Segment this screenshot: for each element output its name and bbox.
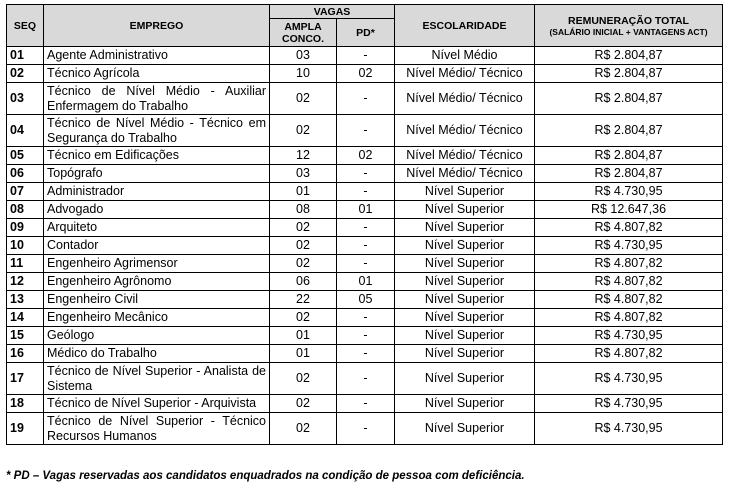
cell-seq: 09 bbox=[7, 219, 44, 237]
cell-remuneracao: R$ 4.807,82 bbox=[535, 219, 723, 237]
cell-remuneracao: R$ 4.807,82 bbox=[535, 291, 723, 309]
table-row bbox=[7, 291, 723, 309]
cell-remuneracao: R$ 2.804,87 bbox=[535, 65, 723, 83]
header-emprego: EMPREGO bbox=[44, 5, 270, 47]
cell-ampla: 08 bbox=[270, 201, 337, 219]
cell-emprego: Técnico Agrícola bbox=[44, 65, 270, 83]
cell-pd: - bbox=[337, 47, 395, 65]
table-row bbox=[7, 65, 723, 83]
table-row bbox=[7, 219, 723, 237]
cell-ampla: 22 bbox=[270, 291, 337, 309]
cell-seq: 13 bbox=[7, 291, 44, 309]
cell-escolaridade: Nível Superior bbox=[395, 345, 535, 363]
cell-ampla: 03 bbox=[270, 165, 337, 183]
table-row bbox=[7, 413, 723, 445]
cell-pd: 05 bbox=[337, 291, 395, 309]
header-remuneracao bbox=[535, 5, 723, 47]
table-row bbox=[7, 395, 723, 413]
table-row bbox=[7, 255, 723, 273]
cell-seq: 12 bbox=[7, 273, 44, 291]
cell-escolaridade: Nível Superior bbox=[395, 395, 535, 413]
cell-emprego: Técnico de Nível Médio - Auxiliar Enfermagem do Trabalho bbox=[44, 83, 270, 115]
cell-emprego: Técnico de Nível Médio - Técnico em Segurança do Trabalho bbox=[44, 115, 270, 147]
table-row bbox=[7, 201, 723, 219]
table-row bbox=[7, 363, 723, 395]
cell-escolaridade: Nível Superior bbox=[395, 255, 535, 273]
header-ampla-line1: AMPLA bbox=[284, 20, 322, 33]
cell-emprego: Topógrafo bbox=[44, 165, 270, 183]
cell-seq: 04 bbox=[7, 115, 44, 147]
table-row bbox=[7, 147, 723, 165]
header-escolaridade: ESCOLARIDADE bbox=[395, 5, 535, 47]
cell-ampla: 01 bbox=[270, 345, 337, 363]
cell-pd: - bbox=[337, 345, 395, 363]
cell-remuneracao: R$ 4.730,95 bbox=[535, 413, 723, 445]
cell-escolaridade: Nível Médio/ Técnico bbox=[395, 65, 535, 83]
table-row bbox=[7, 183, 723, 201]
table-row bbox=[7, 47, 723, 65]
cell-remuneracao: R$ 4.807,82 bbox=[535, 255, 723, 273]
cell-remuneracao: R$ 4.730,95 bbox=[535, 237, 723, 255]
cell-escolaridade: Nível Médio/ Técnico bbox=[395, 147, 535, 165]
cell-ampla: 03 bbox=[270, 47, 337, 65]
header-vagas: VAGAS bbox=[270, 5, 395, 19]
vacancies-table bbox=[6, 4, 723, 445]
cell-seq: 15 bbox=[7, 327, 44, 345]
cell-emprego: Técnico em Edificações bbox=[44, 147, 270, 165]
cell-emprego: Arquiteto bbox=[44, 219, 270, 237]
cell-seq: 05 bbox=[7, 147, 44, 165]
cell-emprego: Engenheiro Mecânico bbox=[44, 309, 270, 327]
cell-escolaridade: Nível Superior bbox=[395, 183, 535, 201]
header-pd: PD* bbox=[337, 19, 395, 47]
table-row bbox=[7, 309, 723, 327]
table-row bbox=[7, 345, 723, 363]
cell-seq: 03 bbox=[7, 83, 44, 115]
cell-remuneracao: R$ 4.807,82 bbox=[535, 345, 723, 363]
table-header bbox=[7, 5, 723, 47]
cell-pd: - bbox=[337, 83, 395, 115]
cell-ampla: 02 bbox=[270, 309, 337, 327]
cell-pd: - bbox=[337, 363, 395, 395]
cell-pd: - bbox=[337, 219, 395, 237]
cell-seq: 16 bbox=[7, 345, 44, 363]
cell-seq: 07 bbox=[7, 183, 44, 201]
cell-emprego: Técnico de Nível Superior - Analista de Sistema bbox=[44, 363, 270, 395]
cell-escolaridade: Nível Superior bbox=[395, 219, 535, 237]
cell-pd: - bbox=[337, 395, 395, 413]
header-ampla bbox=[270, 19, 337, 47]
cell-pd: 01 bbox=[337, 273, 395, 291]
cell-seq: 02 bbox=[7, 65, 44, 83]
cell-remuneracao: R$ 4.730,95 bbox=[535, 327, 723, 345]
cell-emprego: Técnico de Nível Superior - Arquivista bbox=[44, 395, 270, 413]
cell-pd: - bbox=[337, 327, 395, 345]
table-row bbox=[7, 327, 723, 345]
cell-ampla: 02 bbox=[270, 115, 337, 147]
cell-ampla: 02 bbox=[270, 83, 337, 115]
cell-escolaridade: Nível Médio/ Técnico bbox=[395, 83, 535, 115]
cell-escolaridade: Nível Médio/ Técnico bbox=[395, 115, 535, 147]
cell-seq: 14 bbox=[7, 309, 44, 327]
cell-remuneracao: R$ 12.647,36 bbox=[535, 201, 723, 219]
cell-ampla: 02 bbox=[270, 219, 337, 237]
table-body bbox=[7, 47, 723, 445]
cell-ampla: 12 bbox=[270, 147, 337, 165]
footnote: * PD – Vagas reservadas aos candidatos enquadrados na condição de pessoa com deficiência. bbox=[6, 470, 525, 482]
cell-emprego: Contador bbox=[44, 237, 270, 255]
cell-pd: 02 bbox=[337, 147, 395, 165]
cell-ampla: 02 bbox=[270, 363, 337, 395]
cell-pd: - bbox=[337, 255, 395, 273]
cell-ampla: 02 bbox=[270, 413, 337, 445]
cell-ampla: 02 bbox=[270, 237, 337, 255]
cell-ampla: 06 bbox=[270, 273, 337, 291]
cell-ampla: 01 bbox=[270, 183, 337, 201]
cell-seq: 11 bbox=[7, 255, 44, 273]
cell-remuneracao: R$ 4.807,82 bbox=[535, 273, 723, 291]
cell-seq: 06 bbox=[7, 165, 44, 183]
cell-emprego: Médico do Trabalho bbox=[44, 345, 270, 363]
cell-seq: 19 bbox=[7, 413, 44, 445]
table-row bbox=[7, 273, 723, 291]
cell-remuneracao: R$ 4.730,95 bbox=[535, 183, 723, 201]
cell-emprego: Administrador bbox=[44, 183, 270, 201]
cell-escolaridade: Nível Superior bbox=[395, 363, 535, 395]
cell-escolaridade: Nível Superior bbox=[395, 309, 535, 327]
cell-emprego: Engenheiro Agrônomo bbox=[44, 273, 270, 291]
cell-emprego: Engenheiro Agrimensor bbox=[44, 255, 270, 273]
cell-remuneracao: R$ 2.804,87 bbox=[535, 147, 723, 165]
cell-pd: - bbox=[337, 183, 395, 201]
cell-escolaridade: Nível Superior bbox=[395, 327, 535, 345]
cell-remuneracao: R$ 4.730,95 bbox=[535, 395, 723, 413]
cell-seq: 18 bbox=[7, 395, 44, 413]
cell-remuneracao: R$ 2.804,87 bbox=[535, 47, 723, 65]
cell-escolaridade: Nível Superior bbox=[395, 237, 535, 255]
cell-escolaridade: Nível Superior bbox=[395, 273, 535, 291]
cell-seq: 17 bbox=[7, 363, 44, 395]
cell-ampla: 02 bbox=[270, 255, 337, 273]
cell-escolaridade: Nível Médio bbox=[395, 47, 535, 65]
cell-emprego: Geólogo bbox=[44, 327, 270, 345]
cell-pd: 01 bbox=[337, 201, 395, 219]
cell-emprego: Engenheiro Civil bbox=[44, 291, 270, 309]
cell-seq: 10 bbox=[7, 237, 44, 255]
cell-emprego: Advogado bbox=[44, 201, 270, 219]
cell-escolaridade: Nível Superior bbox=[395, 413, 535, 445]
table-row bbox=[7, 165, 723, 183]
cell-remuneracao: R$ 2.804,87 bbox=[535, 83, 723, 115]
header-remuneracao-title: REMUNERAÇÃO TOTAL bbox=[568, 14, 689, 27]
cell-escolaridade: Nível Médio/ Técnico bbox=[395, 165, 535, 183]
cell-emprego: Agente Administrativo bbox=[44, 47, 270, 65]
table-row bbox=[7, 115, 723, 147]
cell-seq: 01 bbox=[7, 47, 44, 65]
cell-pd: - bbox=[337, 309, 395, 327]
cell-ampla: 02 bbox=[270, 395, 337, 413]
cell-pd: - bbox=[337, 165, 395, 183]
header-remuneracao-subtitle: (SALÁRIO INICIAL + VANTAGENS ACT) bbox=[549, 26, 708, 37]
cell-pd: - bbox=[337, 413, 395, 445]
cell-ampla: 01 bbox=[270, 327, 337, 345]
table-row bbox=[7, 237, 723, 255]
table-row bbox=[7, 83, 723, 115]
cell-remuneracao: R$ 2.804,87 bbox=[535, 165, 723, 183]
cell-pd: 02 bbox=[337, 65, 395, 83]
cell-seq: 08 bbox=[7, 201, 44, 219]
cell-pd: - bbox=[337, 115, 395, 147]
cell-escolaridade: Nível Superior bbox=[395, 291, 535, 309]
cell-remuneracao: R$ 4.807,82 bbox=[535, 309, 723, 327]
header-seq: SEQ bbox=[7, 5, 44, 47]
cell-remuneracao: R$ 4.730,95 bbox=[535, 363, 723, 395]
cell-emprego: Técnico de Nível Superior - Técnico Recursos Humanos bbox=[44, 413, 270, 445]
cell-remuneracao: R$ 2.804,87 bbox=[535, 115, 723, 147]
cell-pd: - bbox=[337, 237, 395, 255]
cell-escolaridade: Nível Superior bbox=[395, 201, 535, 219]
cell-ampla: 10 bbox=[270, 65, 337, 83]
header-ampla-line2: CONCO. bbox=[282, 32, 324, 45]
